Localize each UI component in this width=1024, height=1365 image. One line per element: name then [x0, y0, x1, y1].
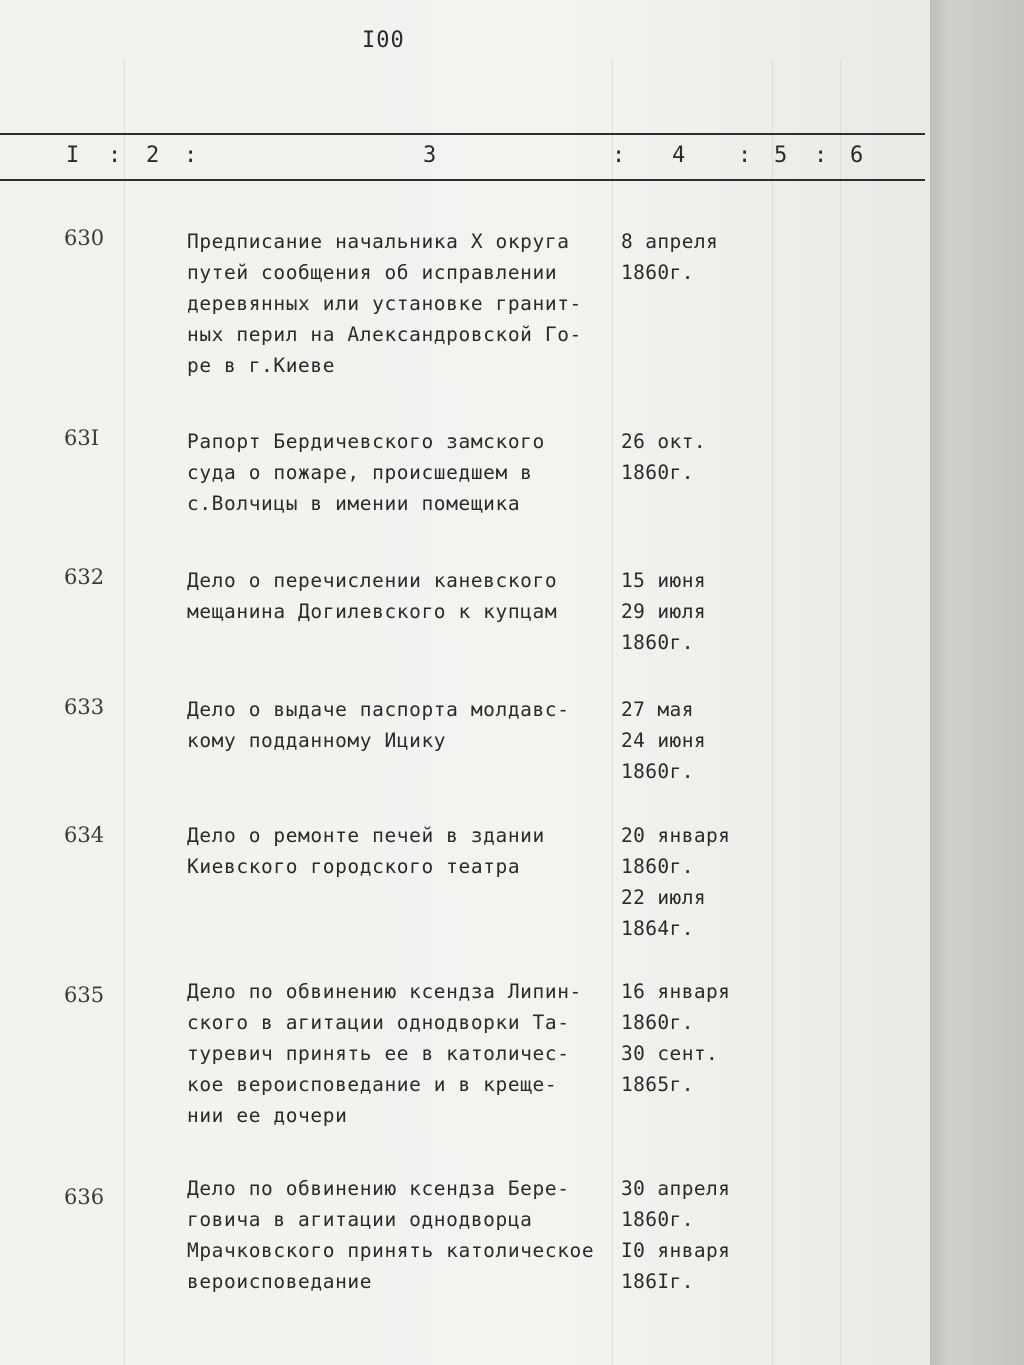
row-title: Дело о перечислении каневского мещанина Догилевского к купцам	[187, 569, 558, 623]
column-separator: :	[184, 143, 198, 168]
row-number: 635	[64, 983, 105, 1007]
header-top-rule	[0, 133, 925, 135]
column-header: 4	[672, 143, 686, 168]
row-number: 636	[64, 1185, 105, 1209]
row-title: Дело по обвинению ксендза Липин- ского в агитации однодворки Та- туревич принять ее в католичес- кое вероисповедание и в креще- нии ее дочери	[187, 980, 582, 1127]
column-separator: :	[108, 143, 122, 168]
column-header: 5	[774, 143, 788, 168]
row-number: 634	[64, 823, 105, 847]
row-title: Дело о выдаче паспорта молдавс- кому подданному Ицику	[187, 698, 570, 752]
column-header: I	[66, 143, 80, 168]
column-rule	[840, 60, 841, 1365]
row-dates: 15 июня 29 июля 1860г.	[621, 569, 706, 654]
column-rule	[124, 60, 125, 1365]
header-bottom-rule	[0, 179, 925, 181]
row-title: Дело о ремонте печей в здании Киевского городского театра	[187, 824, 545, 878]
row-number: 630	[64, 226, 105, 250]
column-separator: :	[738, 143, 752, 168]
row-title: Рапорт Бердичевского замского суда о пожаре, происшедшем в с.Волчицы в имении помещика	[187, 430, 545, 515]
row-dates: 20 января 1860г. 22 июля 1864г.	[621, 824, 731, 940]
row-dates: 16 января 1860г. 30 сент. 1865г.	[621, 980, 731, 1096]
column-header: 2	[146, 143, 160, 168]
column-separator: :	[814, 143, 828, 168]
row-title: Дело по обвинению ксендза Бере- говича в агитации однодворца Мрачковского принять католическое вероисповедание	[187, 1177, 595, 1293]
row-dates: 8 апреля 1860г.	[621, 230, 719, 284]
row-title: Предписание начальника X округа путей сообщения об исправлении деревянных или установке гранит- ных перил на Александровской Го- ре в г.Киеве	[187, 230, 582, 377]
row-number: 63I	[64, 426, 100, 450]
row-number: 632	[64, 565, 105, 589]
column-header: 3	[423, 143, 437, 168]
row-dates: 26 окт. 1860г.	[621, 430, 706, 484]
row-dates: 27 мая 24 июня 1860г.	[621, 698, 706, 783]
row-dates: 30 апреля 1860г. I0 января 186Iг.	[621, 1177, 731, 1293]
page-edge-shadow	[930, 0, 1024, 1365]
column-separator: :	[612, 143, 626, 168]
page-number: I00	[362, 28, 405, 53]
column-header: 6	[850, 143, 864, 168]
row-number: 633	[64, 695, 105, 719]
